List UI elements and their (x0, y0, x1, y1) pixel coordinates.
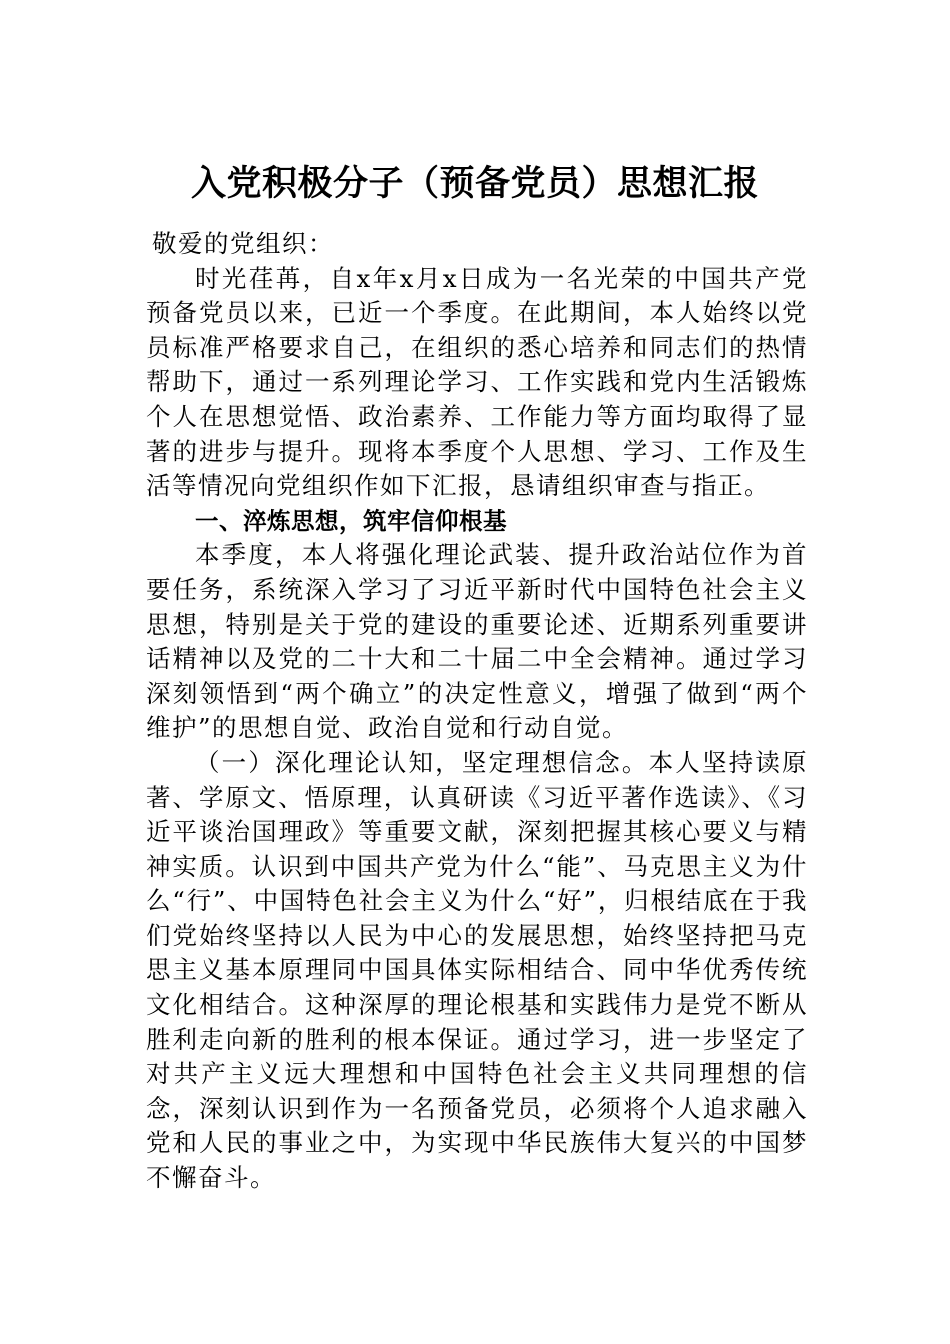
subsection-paragraph: （一）深化理论认知，坚定理想信念。本人坚持读原著、学原文、悟原理，认真研读《习近平著作选读》、《习近平谈治国理政》等重要文献，深刻把握其核心要义与精神实质。认识到中国共产党为什么“能”、马克思主义为什么“行”、中国特色社会主义为什么“好”，归根结底在于我们党始终坚持以人民为中心的发展思想，始终坚持把马克思主义基本原理同中国具体实际相结合、同中华优秀传统文化相结合。这种深厚的理论根基和实践伟力是党不断从胜利走向新的胜利的根本保证。通过学习，进一步坚定了对共产主义远大理想和中国特色社会主义共同理想的信念，深刻认识到作为一名预备党员，必须将个人追求融入党和人民的事业之中，为实现中华民族伟大复兴的中国梦不懈奋斗。 (146, 747, 808, 1193)
document-title: 入党积极分子（预备党员）思想汇报 (190, 163, 759, 204)
section-heading: 一、淬炼思想，筑牢信仰根基 (195, 506, 507, 535)
salutation: 敬爱的党组织： (152, 229, 334, 258)
section-paragraph: 本季度，本人将强化理论武装、提升政治站位作为首要任务，系统深入学习了习近平新时代中国特色社会主义思想，特别是关于党的建设的重要论述、近期系列重要讲话精神以及党的二十大和二十届二中全会精神。通过学习深刻领悟到“两个确立”的决定性意义，增强了做到“两个维护”的思想自觉、政治自觉和行动自觉。 (146, 540, 808, 743)
intro-paragraph: 时光荏苒，自x年x月x日成为一名光荣的中国共产党预备党员以来，已近一个季度。在此期间，本人始终以党员标准严格要求自己，在组织的悉心培养和同志们的热情帮助下，通过一系列理论学习、工作实践和党内生活锻炼个人在思想觉悟、政治素养、工作能力等方面均取得了显著的进步与提升。现将本季度个人思想、学习、工作及生活等情况向党组织作如下汇报，恳请组织审查与指正。 (146, 263, 808, 501)
document-body (146, 227, 808, 1196)
